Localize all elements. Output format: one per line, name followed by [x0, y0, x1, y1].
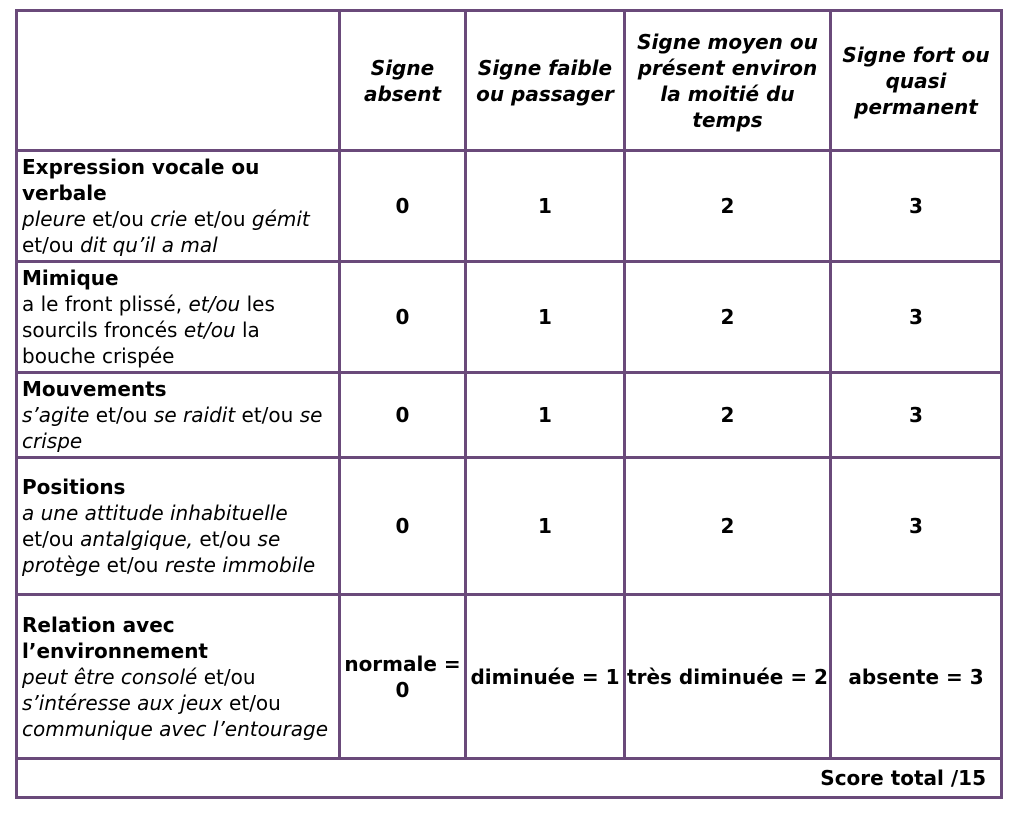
row-label: [18, 596, 338, 757]
header-empty: [18, 12, 338, 149]
header-fort: Signe fort ou quasi permanent: [832, 12, 1000, 149]
score-cell: 2: [626, 374, 829, 456]
score-cell: 0: [341, 459, 464, 593]
description-text: et/ou: [235, 403, 300, 427]
description-text: et/ou: [100, 553, 165, 577]
score-cell: 1: [467, 152, 623, 260]
description-text: et/ou: [187, 207, 252, 231]
score-cell: 3: [832, 263, 1000, 371]
pain-score-table: [15, 9, 1003, 799]
row-label: [18, 374, 338, 456]
description-text: crie: [150, 207, 188, 231]
description-text: et/ou: [22, 233, 81, 257]
description-text: se raidit: [153, 403, 236, 427]
description-text: et/ou: [85, 207, 151, 231]
score-cell: 0: [341, 152, 464, 260]
description-text: peut être consolé: [22, 664, 198, 689]
row-title: Mouvements: [22, 377, 167, 401]
description-text: communique avec l’entourage: [22, 716, 329, 741]
row-title: Relation avec l’environnement: [22, 612, 208, 663]
header-absent: Signe absent: [341, 12, 464, 149]
row-description: [22, 206, 338, 258]
score-cell: 1: [467, 374, 623, 456]
description-text: et/ou: [197, 664, 256, 689]
description-text: se protège: [22, 527, 281, 577]
description-text: s’agite: [22, 403, 90, 427]
score-cell: 3: [832, 459, 1000, 593]
description-text: et/ou: [22, 527, 81, 551]
description-text: se crispe: [22, 403, 323, 453]
description-text: pleure: [22, 207, 86, 231]
score-total: Score total /15: [18, 760, 1000, 796]
score-cell: 3: [832, 152, 1000, 260]
score-cell: 2: [626, 459, 829, 593]
description-text: reste immobile: [164, 553, 316, 577]
score-cell: absente = 3: [832, 596, 1000, 757]
row-title: Positions: [22, 475, 126, 499]
description-text: a une attitude inhabituelle: [22, 501, 288, 525]
score-cell: 1: [467, 459, 623, 593]
row-title: Expression vocale ou verbale: [22, 155, 260, 205]
description-text: et/ou: [222, 690, 281, 715]
description-text: gémit: [251, 207, 310, 231]
description-text: la bouche crispée: [22, 318, 260, 368]
description-text: et/ou: [89, 403, 154, 427]
row-description: [22, 291, 338, 369]
row-description: [22, 500, 338, 578]
score-cell: diminuée = 1: [467, 596, 623, 757]
description-text: et/ou: [183, 318, 236, 342]
score-cell: 0: [341, 263, 464, 371]
score-cell: 3: [832, 374, 1000, 456]
score-cell: très diminuée = 2: [626, 596, 829, 757]
row-description: [22, 402, 338, 454]
header-moyen: Signe moyen ou présent environ la moitié du temps: [626, 12, 829, 149]
row-description: [22, 664, 338, 742]
row-title: Mimique: [22, 266, 119, 290]
description-text: et/ou: [188, 292, 241, 316]
score-cell: 2: [626, 263, 829, 371]
description-text: antalgique,: [80, 527, 194, 551]
description-text: les sourcils froncés: [22, 292, 275, 342]
score-cell: 2: [626, 152, 829, 260]
description-text: s’intéresse aux jeux: [22, 690, 223, 715]
description-text: a le front plissé,: [22, 292, 189, 316]
score-cell: 0: [341, 374, 464, 456]
header-faible: Signe faible ou passager: [467, 12, 623, 149]
description-text: dit qu’il a mal: [80, 233, 218, 257]
row-label: [18, 263, 338, 371]
score-cell: 1: [467, 263, 623, 371]
row-label: [18, 459, 338, 593]
description-text: et/ou: [193, 527, 258, 551]
row-label: [18, 152, 338, 260]
score-cell: normale = 0: [341, 596, 464, 757]
